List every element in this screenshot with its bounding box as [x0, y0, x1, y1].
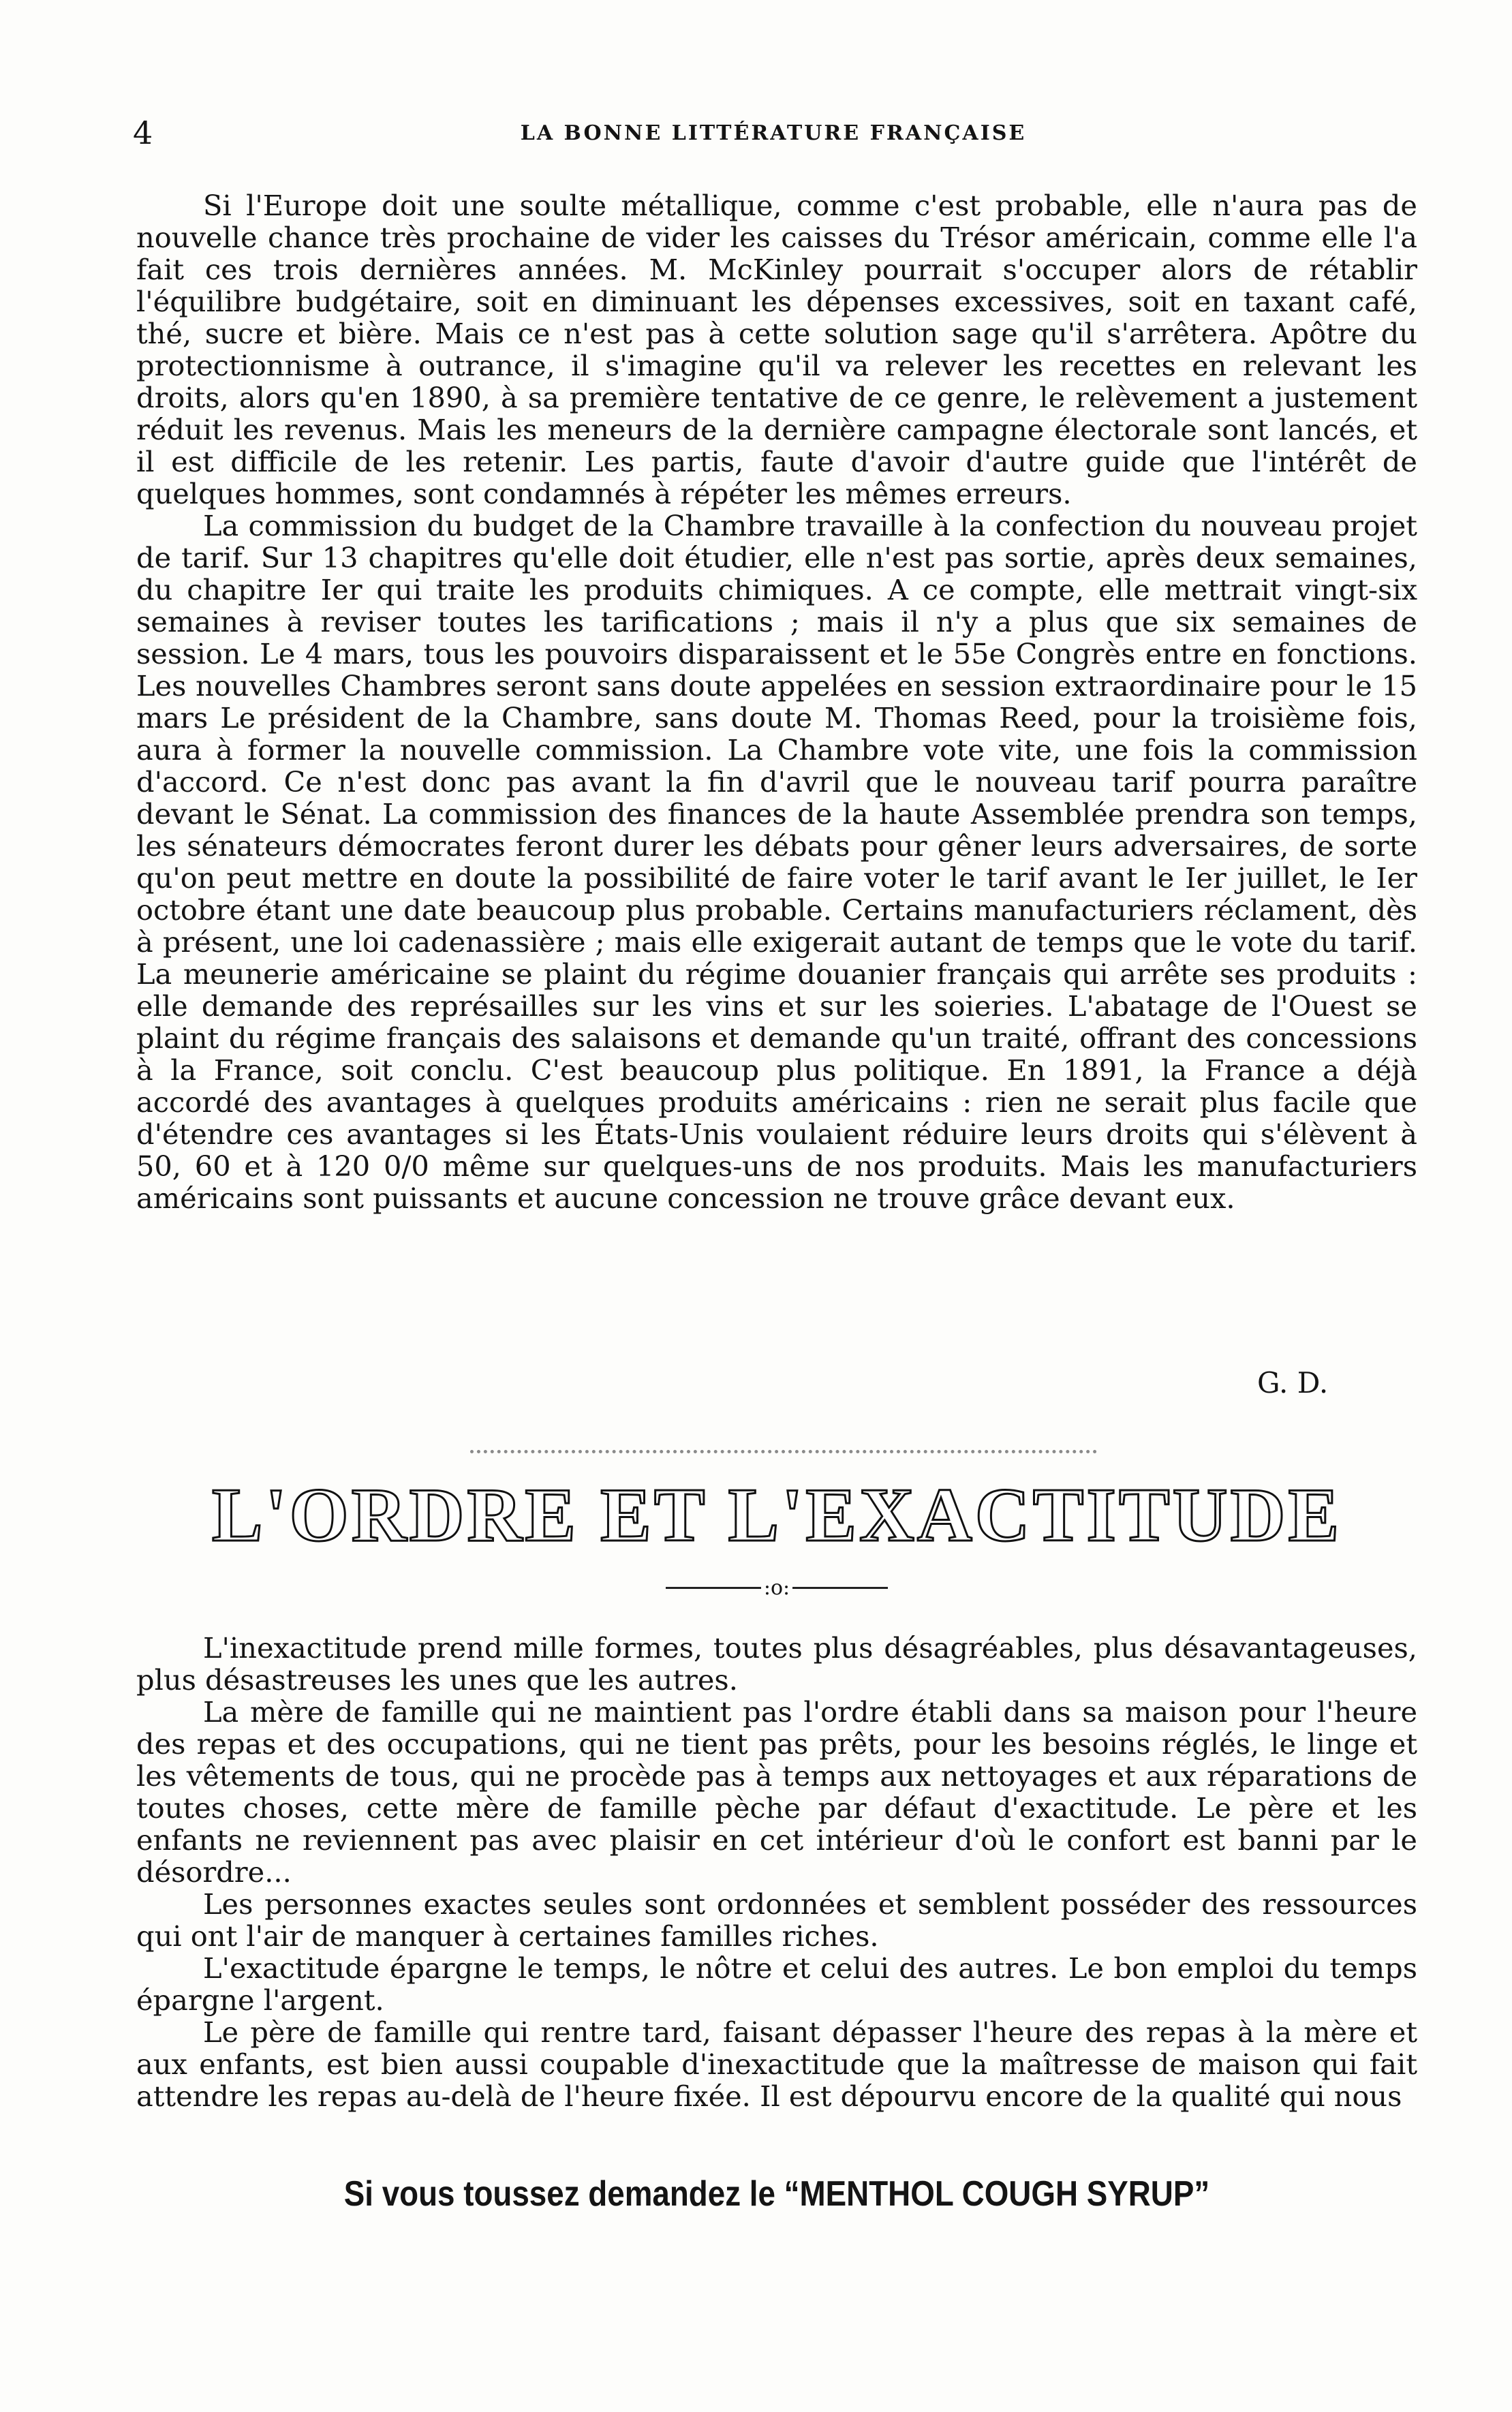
ornament-mark: :o: — [763, 1575, 790, 1600]
advertisement-footer: Si vous toussez demandez le “MENTHOL COUGH SYRUP” — [343, 2174, 1210, 2214]
title-ornament — [641, 1574, 913, 1601]
paragraph: L'inexactitude prend mille formes, toutes plus désagréables, plus désavantageuses, plus désastreuses les unes que les autres. — [136, 1631, 1417, 1697]
article-tariff-text — [136, 189, 1417, 1214]
paragraph: La commission du budget de la Chambre travaille à la confection du nouveau projet de tarif. Sur 13 chapitres qu'elle doit étudier, elle n'est pas sortie, après deux semaines, du chapitre Ier qui traite les produits chimiques. A ce compte, elle mettrait vingt-six semaines à reviser toutes les tarifications ; mais il n'y a plus que six semaines de session. Le 4 mars, tous les pouvoirs disparaissent et le 55e Congrès entre en fonctions. Les nouvelles Chambres seront sans doute appelées en session extraordinaire pour le 15 mars Le président de la Chambre, sans doute M. Thomas Reed, pour la troisième fois, aura à former la nouvelle commission. La Chambre vote vite, une fois la commission d'accord. Ce n'est donc pas avant la fin d'avril que le nouveau tarif pourra paraître devant le Sénat. La commission des finances de la haute Assemblée prendra son temps, les sénateurs démocrates feront durer les débats pour gêner leurs adversaires, de sorte qu'on peut mettre en doute la possibilité de faire voter le tarif avant le Ier juillet, le Ier octobre étant une date beaucoup plus probable. Certains manufacturiers réclament, dès à présent, une loi cadenassière ; mais elle exigerait autant de temps que le vote du tarif. La meunerie américaine se plaint du régime douanier français qui arrête ses produits : elle demande des représailles sur les vins et sur les soieries. L'abatage de l'Ouest se plaint du régime français des salaisons et demande qu'un traité, offrant des concessions à la France, soit conclu. C'est beaucoup plus politique. En 1891, la France a déjà accordé des avantages à quelques produits américains : rien ne serait plus facile que d'étendre ces avantages si les États-Unis voulaient réduire leurs droits qui s'élèvent à 50, 60 et à 120 0/0 même sur quelques-uns de nos produits. Mais les manufacturiers américains sont puissants et aucune concession ne trouve grâce devant eux. — [136, 509, 1417, 1215]
page-number: 4 — [133, 114, 153, 151]
paragraph: Le père de famille qui rentre tard, faisant dépasser l'heure des repas à la mère et aux enfants, est bien aussi coupable d'inexactitude que la maîtresse de maison qui fait attendre les repas au-delà de l'heure fixée. Il est dépourvu encore de la qualité qui nous — [136, 2015, 1417, 2113]
paragraph: Les personnes exactes seules sont ordonnées et semblent posséder des ressources qui ont l'air de manquer à certaines familles riches. — [136, 1887, 1417, 1953]
author-signature: G. D. — [1257, 1366, 1329, 1400]
running-head — [133, 114, 1414, 155]
section-divider — [470, 1450, 1097, 1453]
running-title: LA BONNE LITTÉRATURE FRANÇAISE — [520, 121, 1027, 145]
article-exactitude-text — [136, 1632, 1417, 2112]
section-title: L'ORDRE ET L'EXACTITUDE — [211, 1473, 1342, 1558]
paragraph: Si l'Europe doit une soulte métallique, comme c'est probable, elle n'aura pas de nouvelle chance très prochaine de vider les caisses du Trésor américain, comme elle l'a fait ces trois dernières années. M. McKinley pourrait s'occuper alors de rétablir l'équilibre budgétaire, soit en diminuant les dépenses excessives, soit en taxant café, thé, sucre et bière. Mais ce n'est pas à cette solution sage qu'il s'arrêtera. Apôtre du protectionnisme à outrance, il s'imagine qu'il va relever les recettes en relevant les droits, alors qu'en 1890, à sa première tentative de ce genre, le relèvement a justement réduit les revenus. Mais les meneurs de la dernière campagne électorale sont lancés, et il est difficile de les retenir. Les partis, faute d'avoir d'autre guide que l'intérêt de quelques hommes, sont condamnés à répéter les mêmes erreurs. — [136, 189, 1417, 510]
ornament-line-right — [792, 1587, 888, 1589]
paragraph: La mère de famille qui ne maintient pas l'ordre établi dans sa maison pour l'heure des repas et des occupations, qui ne tient pas prêts, pour les besoins réglés, le linge et les vêtements de tous, qui ne procède pas à temps aux nettoyages et aux réparations de toutes choses, cette mère de famille pèche par défaut d'exactitude. Le père et les enfants ne reviennent pas avec plaisir en cet intérieur d'où le confort est banni par le désordre... — [136, 1695, 1417, 1889]
ornament-line-left — [666, 1587, 761, 1589]
paragraph: L'exactitude épargne le temps, le nôtre et celui des autres. Le bon emploi du temps épargne l'argent. — [136, 1951, 1417, 2017]
